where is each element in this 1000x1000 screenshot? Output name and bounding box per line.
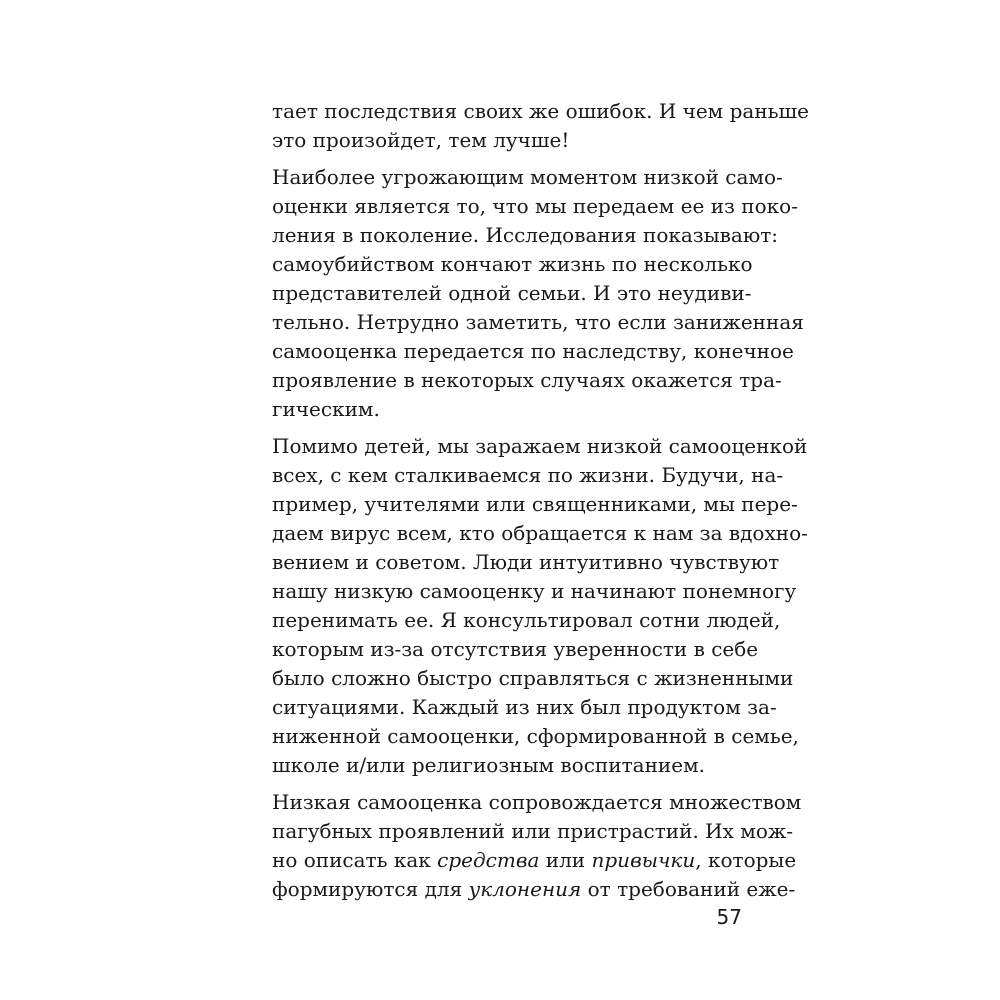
text-run: формируются для — [272, 877, 469, 901]
text-line: нашу низкую самооценку и начинают понемногу — [272, 579, 797, 603]
text-line: школе и/или религиозным воспитанием. — [272, 753, 705, 777]
text-run: от требований еже- — [581, 877, 796, 901]
text-run: , которые — [695, 848, 797, 872]
text-line: гическим. — [272, 397, 380, 421]
italic-term: привычки — [591, 848, 696, 872]
text-line-with-italics — [272, 846, 797, 875]
text-line: пагубных проявлений или пристрастий. Их мож- — [272, 819, 794, 843]
text-line: оценки является то, что мы передаем ее из поко- — [272, 194, 798, 218]
italic-term: средства — [437, 848, 540, 872]
text-line: перенимать ее. Я консультировал сотни людей, — [272, 608, 781, 632]
text-line: всех, с кем сталкиваемся по жизни. Будучи, на- — [272, 463, 784, 487]
text-line-with-italics — [272, 875, 796, 904]
page-number: 57 — [716, 905, 742, 929]
text-line: ситуациями. Каждый из них был продуктом за- — [272, 695, 777, 719]
text-run: но описать как — [272, 848, 438, 872]
text-line: самооценка передается по наследству, конечное — [272, 339, 794, 363]
text-line: ниженной самооценки, сформированной в семье, — [272, 724, 799, 748]
text-line: Наиболее угрожающим моментом низкой само- — [272, 165, 783, 189]
text-line: самоубийством кончают жизнь по несколько — [272, 252, 753, 276]
text-line: которым из-за отсутствия уверенности в себе — [272, 637, 759, 661]
italic-term: уклонения — [468, 877, 582, 901]
text-line: это произойдет, тем лучше! — [272, 128, 570, 152]
text-line: ления в поколение. Исследования показывают: — [272, 223, 779, 247]
text-line: было сложно быстро справляться с жизненными — [272, 666, 794, 690]
text-line: даем вирус всем, кто обращается к нам за вдохно- — [272, 521, 808, 545]
text-line: проявление в некоторых случаях окажется тра- — [272, 368, 782, 392]
text-line: пример, учителями или священниками, мы пере- — [272, 492, 798, 516]
text-line: Низкая самооценка сопровождается множеством — [272, 790, 802, 814]
text-line: представителей одной семьи. И это неудиви- — [272, 281, 752, 305]
text-line: тельно. Нетрудно заметить, что если заниженная — [272, 310, 804, 334]
text-run: или — [539, 848, 592, 872]
text-line: Помимо детей, мы заражаем низкой самооценкой — [272, 434, 808, 458]
text-line: тает последствия своих же ошибок. И чем раньше — [272, 99, 809, 123]
text-line: вением и советом. Люди интуитивно чувствуют — [272, 550, 780, 574]
